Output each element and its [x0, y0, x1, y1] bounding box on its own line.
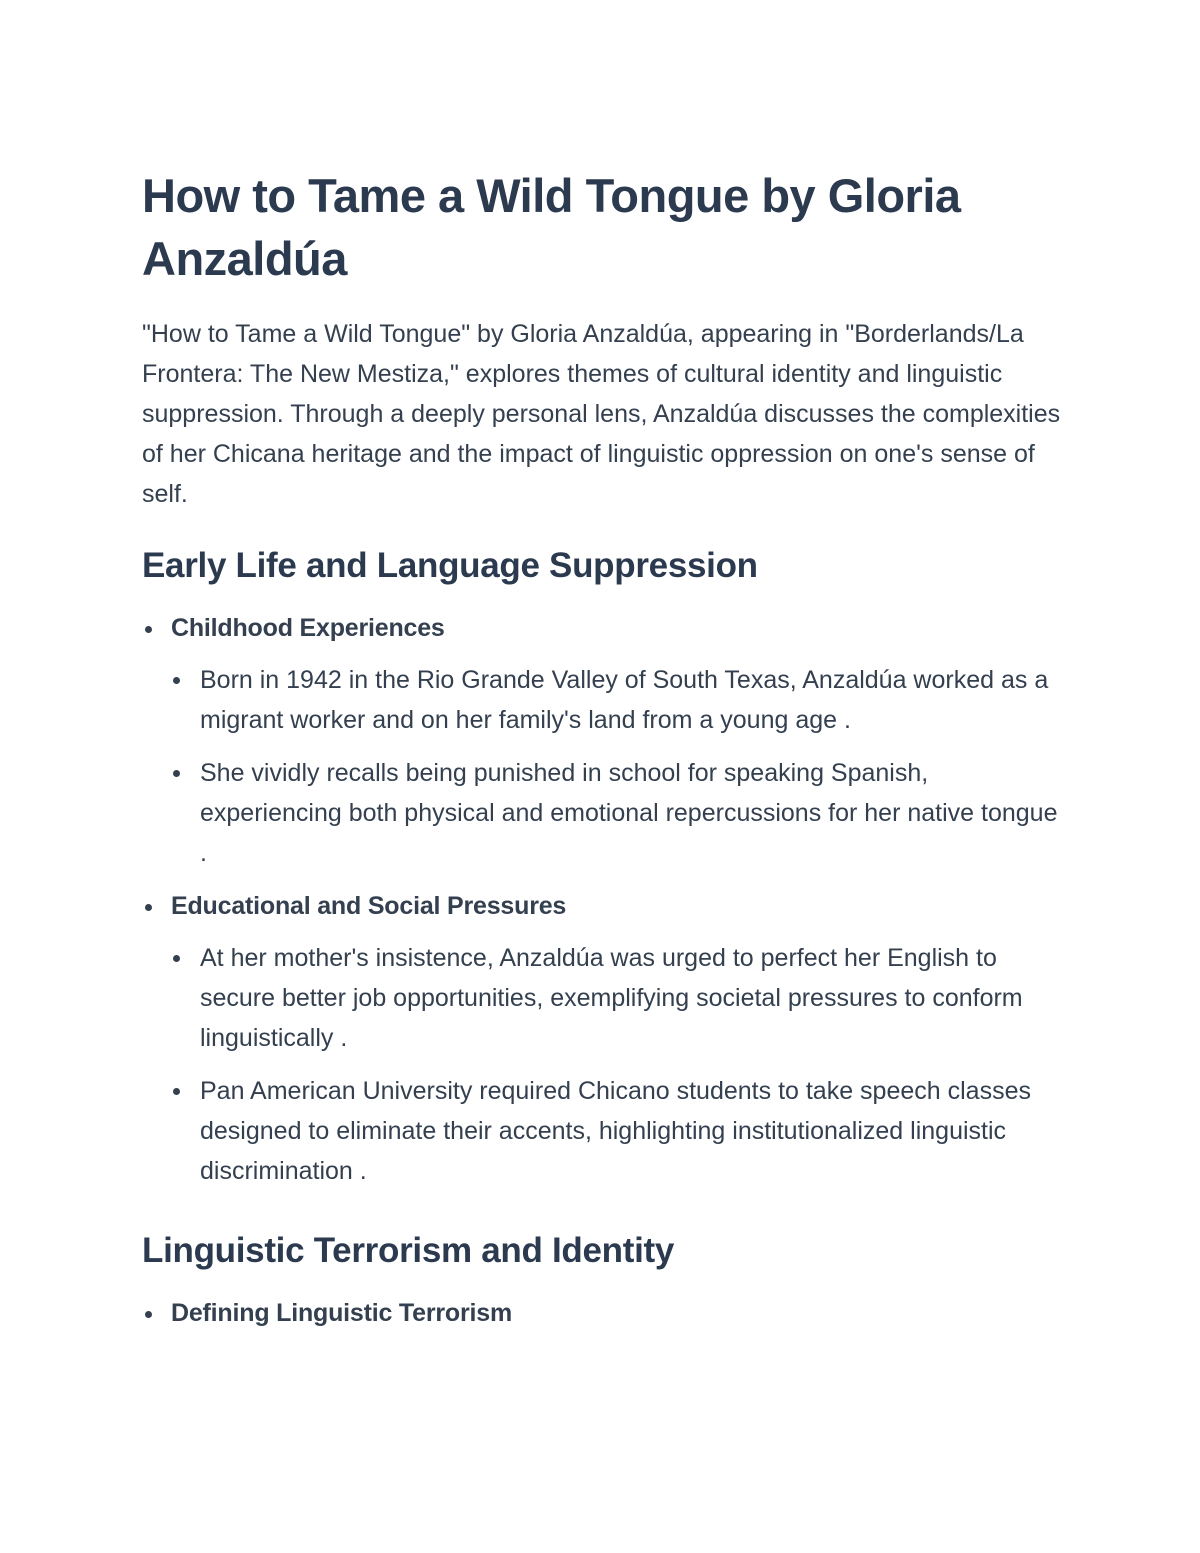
- sub-list-item: [171, 753, 1062, 873]
- sub-list-childhood: [171, 660, 1062, 873]
- sub-item-text: Pan American University required Chicano students to take speech classes designed to eliminate their accents, highlighting institutionalized linguistic discrimination .: [200, 1077, 1031, 1185]
- item-title-defining: Defining Linguistic Terrorism: [171, 1299, 512, 1327]
- section-list-early-life: [142, 608, 1062, 1191]
- sub-list-item: [171, 1071, 1062, 1191]
- section-heading-early-life: Early Life and Language Suppression: [142, 546, 758, 585]
- item-title-childhood: Childhood Experiences: [171, 614, 445, 642]
- bullet-icon: [173, 770, 180, 777]
- document-title: How to Tame a Wild Tongue by Gloria Anzaldúa: [142, 169, 961, 285]
- item-title-educational: Educational and Social Pressures: [171, 892, 567, 920]
- bullet-icon: [173, 955, 180, 962]
- list-item-educational: [142, 886, 1062, 1191]
- section-heading-linguistic-terrorism: Linguistic Terrorism and Identity: [142, 1231, 675, 1270]
- document-page: [142, 164, 1062, 1345]
- section-list-linguistic-terrorism: [142, 1293, 1062, 1333]
- sub-list-item: [171, 938, 1062, 1058]
- list-item-defining: [142, 1293, 1062, 1333]
- bullet-icon: [173, 677, 180, 684]
- sub-list-educational: [171, 938, 1062, 1191]
- intro-paragraph: "How to Tame a Wild Tongue" by Gloria Anzaldúa, appearing in "Borderlands/La Frontera: The New Mestiza," explores themes of cultural identity and linguistic suppression. Through a deeply personal lens, Anzaldúa discusses the complexities of her Chicana heritage and the impact of linguistic oppression on one's sense of self.: [142, 320, 1061, 508]
- list-item-childhood: [142, 608, 1062, 873]
- bullet-icon: [145, 1311, 152, 1318]
- sub-item-text: She vividly recalls being punished in school for speaking Spanish, experiencing both physical and emotional repercussions for her native tongue .: [200, 759, 1058, 867]
- sub-list-item: [171, 660, 1062, 740]
- bullet-icon: [145, 626, 152, 633]
- sub-item-text: Born in 1942 in the Rio Grande Valley of South Texas, Anzaldúa worked as a migrant worker and on her family's land from a young age .: [200, 666, 1049, 734]
- sub-item-text: At her mother's insistence, Anzaldúa was urged to perfect her English to secure better job opportunities, exemplifying societal pressures to conform linguistically .: [200, 944, 1023, 1052]
- bullet-icon: [173, 1088, 180, 1095]
- bullet-icon: [145, 904, 152, 911]
